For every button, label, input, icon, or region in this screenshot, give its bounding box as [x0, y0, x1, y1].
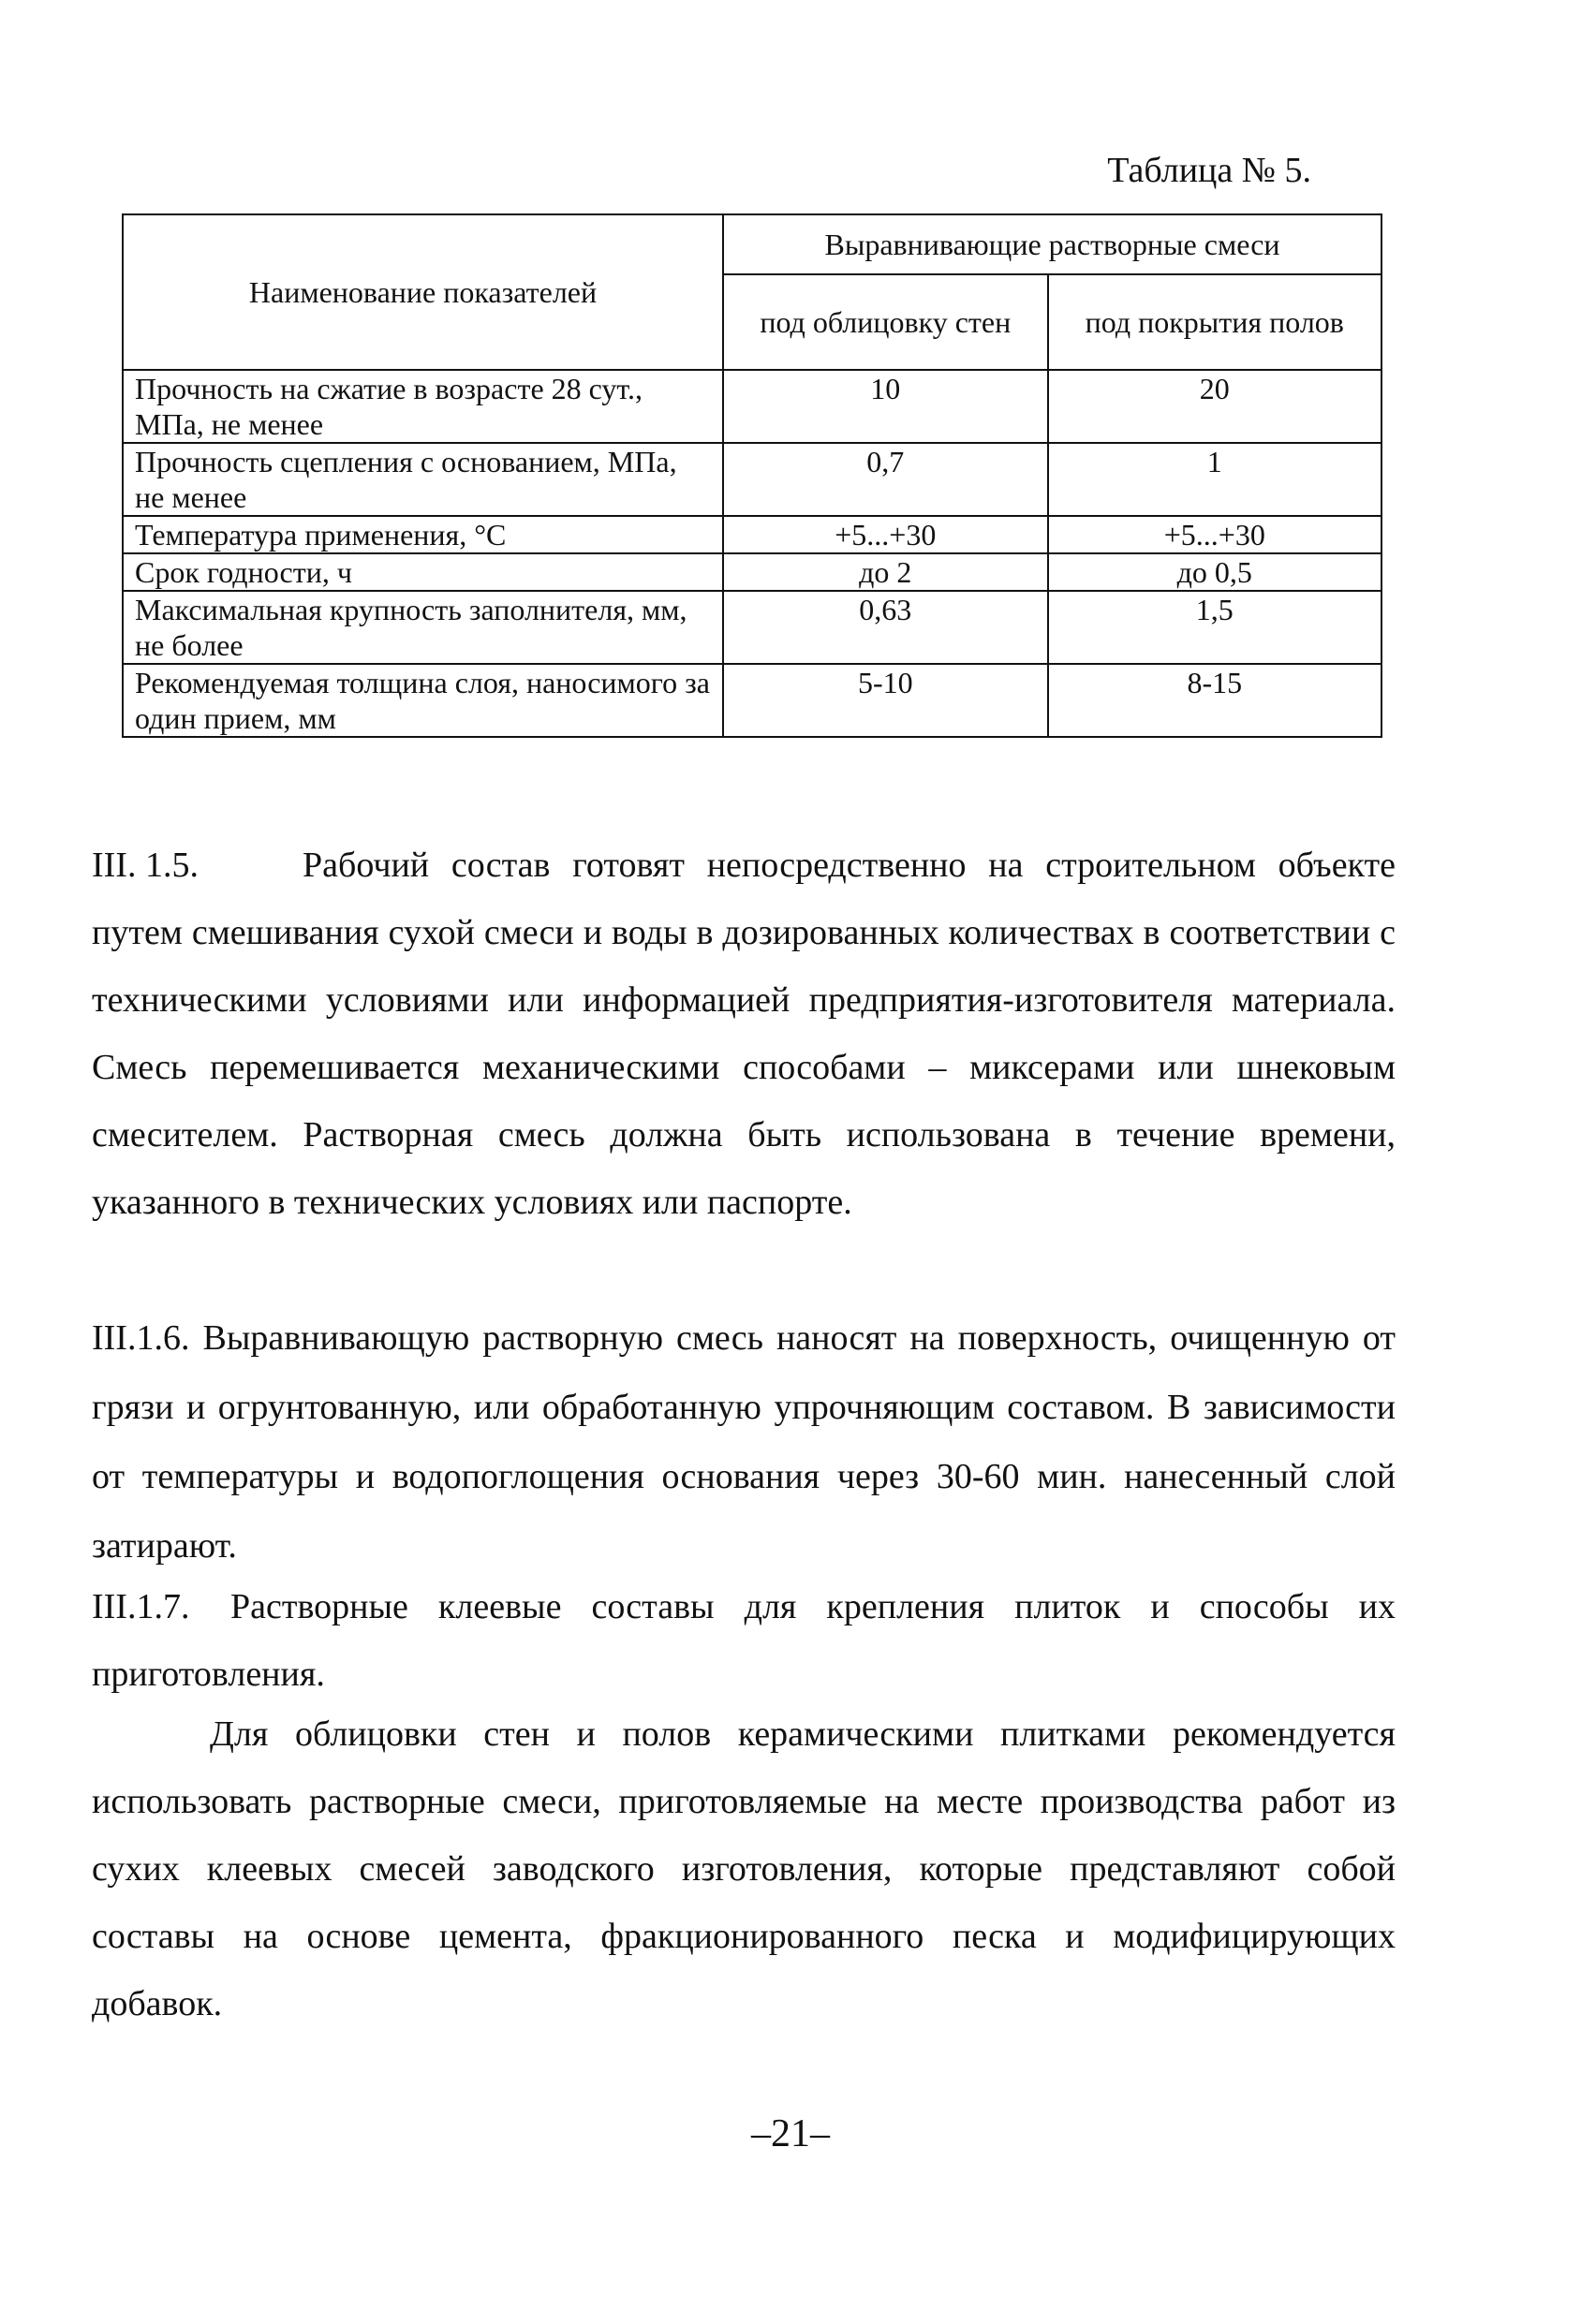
table-row — [123, 516, 1382, 553]
section-1-6 — [92, 1303, 1396, 1581]
row-name-cell: Максимальная крупность заполнителя, мм, не более — [123, 591, 723, 664]
row-value-wall-cell: 10 — [723, 370, 1048, 443]
header-col1-cell: под облицовку стен — [723, 274, 1048, 370]
row-name-cell: Прочность на сжатие в возрасте 28 сут., МПа, не менее — [123, 370, 723, 443]
row-name-cell: Прочность сцепления с основанием, МПа, не менее — [123, 443, 723, 516]
row-value-floor-cell: 20 — [1048, 370, 1382, 443]
row-value-wall-cell: +5...+30 — [723, 516, 1048, 553]
page-number: –21– — [751, 2112, 830, 2155]
table-row — [123, 591, 1382, 664]
table-row — [123, 553, 1382, 591]
table-header-row — [123, 214, 1382, 274]
header-col2-cell: под покрытия полов — [1048, 274, 1382, 370]
table-row — [123, 370, 1382, 443]
row-value-wall-cell: 0,63 — [723, 591, 1048, 664]
section-number: III. 1.5. — [92, 846, 199, 885]
properties-table — [122, 213, 1382, 738]
row-value-wall-cell: 5-10 — [723, 664, 1048, 737]
section-text: Рабочий состав готовят непосредственно на строительном объекте путем смешивания сухой смеси и воды в дозированных количествах в соответствии с техническими условиями или информацией предприятия-изготовителя материала. Смесь перемешивается механическими способами – миксерами или шнековым смесителем. Растворная смесь должна быть использована в течение времени, указанного в технических условиях или паспорте. — [92, 846, 1396, 1222]
section-number: III.1.6. — [92, 1318, 190, 1358]
section-1-5 — [92, 831, 1396, 1236]
table-row — [123, 664, 1382, 737]
table-caption: Таблица № 5. — [1107, 151, 1311, 190]
row-name-cell: Срок годности, ч — [123, 553, 723, 591]
row-value-floor-cell: 8-15 — [1048, 664, 1382, 737]
table-row — [123, 443, 1382, 516]
table-body — [123, 370, 1382, 737]
row-name-cell: Рекомендуемая толщина слоя, наносимого за один прием, мм — [123, 664, 723, 737]
row-value-floor-cell: 1 — [1048, 443, 1382, 516]
paragraph-text: Для облицовки стен и полов керамическими плитками рекомендуется использовать растворные смеси, приготовляемые на месте производства работ из сухих клеевых смесей заводского изготовления, которые представляют собой составы на основе цемента, фракционированного песка и модифицирующих добавок. — [92, 1714, 1396, 2023]
row-value-wall-cell: до 2 — [723, 553, 1048, 591]
header-name-cell: Наименование показателей — [123, 214, 723, 370]
row-value-floor-cell: +5...+30 — [1048, 516, 1382, 553]
section-text: Растворные клеевые составы для крепления плиток и способы их приготовления. — [92, 1587, 1396, 1694]
row-value-wall-cell: 0,7 — [723, 443, 1048, 516]
row-value-floor-cell: 1,5 — [1048, 591, 1382, 664]
section-1-7 — [92, 1573, 1396, 1708]
header-group-cell: Выравнивающие растворные смеси — [723, 214, 1382, 274]
paragraph-tiles — [92, 1700, 1396, 2037]
row-name-cell: Температура применения, °С — [123, 516, 723, 553]
section-number: III.1.7. — [92, 1587, 190, 1626]
section-text: Выравнивающую растворную смесь наносят на поверхность, очищенную от грязи и огрунтованную, или обработанную упрочняющим составом. В зависимости от температуры и водопоглощения основания через 30-60 мин. нанесенный слой затирают. — [92, 1318, 1396, 1566]
row-value-floor-cell: до 0,5 — [1048, 553, 1382, 591]
